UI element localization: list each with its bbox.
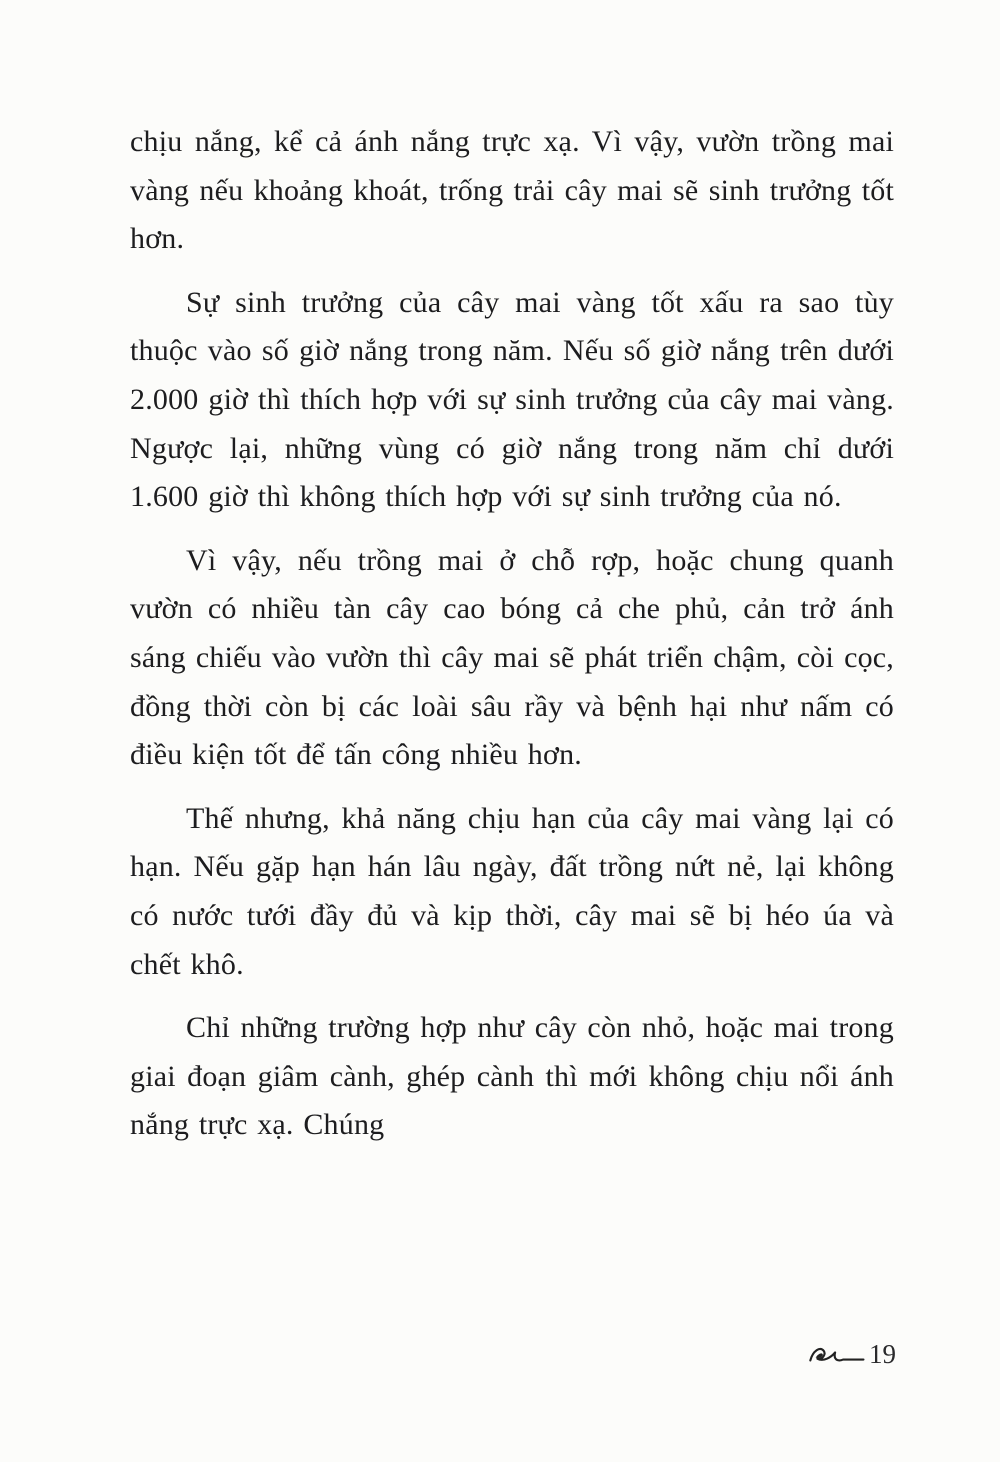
- page-number: 19: [869, 1339, 896, 1369]
- paragraph: Thế nhưng, khả năng chịu hạn của cây mai vàng lại có hạn. Nếu gặp hạn hán lâu ngày, đất trồng nứt nẻ, lại không có nước tưới đầy đủ và kịp thời, cây mai sẽ bị héo úa và chết khô.: [130, 801, 894, 981]
- paragraph: Chỉ những trường hợp như cây còn nhỏ, hoặc mai trong giai đoạn giâm cành, ghép cành thì mới không chịu nổi ánh nắng trực xạ. Chúng: [130, 1011, 894, 1142]
- pen-flourish-icon: [805, 1342, 867, 1370]
- page-footer: [805, 1341, 896, 1370]
- paragraph: chịu nắng, kể cả ánh nắng trực xạ. Vì vậy, vườn trồng mai vàng nếu khoảng khoát, trống trải cây mai sẽ sinh trưởng tốt hơn.: [130, 125, 894, 256]
- page-text-block: [130, 118, 894, 1150]
- paragraph: Sự sinh trưởng của cây mai vàng tốt xấu ra sao tùy thuộc vào số giờ nắng trong năm. Nếu số giờ nắng trên dưới 2.000 giờ thì thích hợp với sự sinh trưởng của cây mai vàng. Ngược lại, những vùng có giờ nắng trong năm chỉ dưới 1.600 giờ thì không thích hợp với sự sinh trưởng của nó.: [130, 285, 894, 514]
- paragraph: Vì vậy, nếu trồng mai ở chỗ rợp, hoặc chung quanh vườn có nhiều tàn cây cao bóng cả che phủ, cản trở ánh sáng chiếu vào vườn thì cây mai sẽ phát triển chậm, còi cọc, đồng thời còn bị các loài sâu rầy và bệnh hại như nấm có điều kiện tốt để tấn công nhiều hơn.: [130, 543, 894, 772]
